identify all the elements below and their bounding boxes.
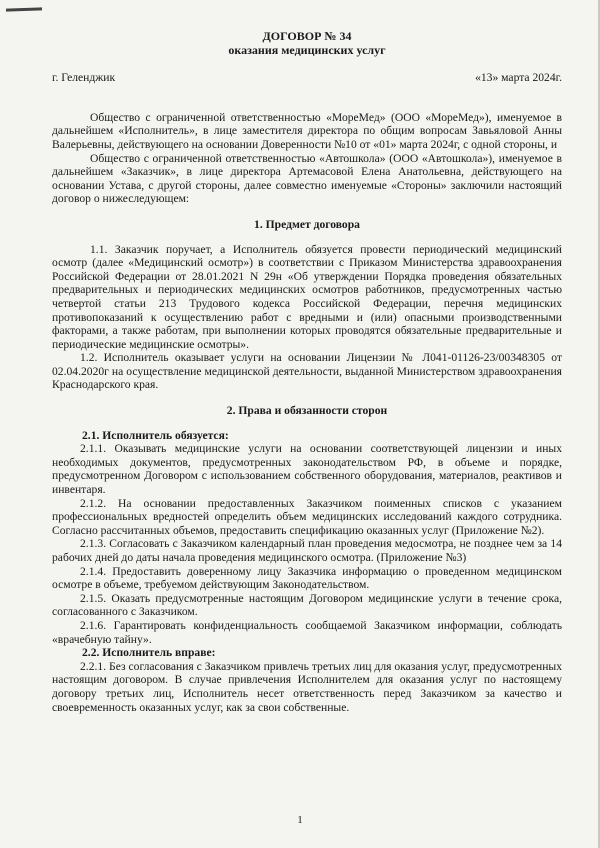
paragraph-2-1-5: 2.1.5. Оказать предусмотренные настоящим Договором медицинские услуги в течение срока, согласованного с Заказчиком.: [52, 591, 562, 619]
contract-date: «13» марта 2024г.: [475, 71, 562, 85]
subsection-2-2-heading: 2.2. Исполнитель вправе:: [82, 646, 216, 660]
section-1-heading: 1. Предмет договора: [254, 217, 360, 231]
paragraph-1-2: 1.2. Исполнитель оказывает услуги на основании Лицензии № Л041-01126-23/00348305 от 02.04.2020г на осуществление медицинской деятельности, выданной Министерством здравоохранения Краснодарского края.: [52, 351, 562, 392]
page-number: 1: [297, 814, 303, 826]
document-title: ДОГОВОР № 34: [262, 29, 352, 43]
document-subtitle: оказания медицинских услуг: [228, 42, 386, 57]
paragraph-2-1-3: 2.1.3. Согласовать с Заказчиком календарный план проведения медосмотра, не позднее чем за 14 рабочих дней до даты начала проведения медицинского осмотра. (Приложение №3): [52, 537, 562, 564]
paragraph-2-1-6: 2.1.6. Гарантировать конфиденциальность сообщаемой Заказчиком информации, соблюдать «врачебную тайну».: [52, 618, 562, 646]
paragraph-2-1-4: 2.1.4. Предоставить доверенному лицу Заказчика информацию о проведенном медицинском осмотре в объеме, требуемом действующим Законодательством.: [52, 564, 562, 592]
place-date-row: [52, 71, 562, 85]
paragraph-2-1-1: 2.1.1. Оказывать медицинские услуги на основании соответствующей лицензии и иных необходимых документов, предусмотренных законодательством РФ, в объеме и порядке, предусмотренном Договором с использованием собственного оборудования, материалов, реактивов и инвентаря.: [52, 442, 562, 497]
paragraph-1-1: 1.1. Заказчик поручает, а Исполнитель обязуется провести периодический медицинский осмотр (далее «Медицинский осмотр») в соответствии с Приказом Министерства здравоохранения Российской Федерации от 28.01.2021 N 29н «Об утверждении Порядка проведения обязательных предварительных и периодических медицинских осмотров работников, предусмотренных частью четвертой статьи 213 Трудового кодекса Российской Федерации, перечня медицинских противопоказаний к осуществлению работ с вредными и (или) опасными производственными факторами, а также работам, при выполнении которых проводятся обязательные предварительные и периодические медицинские осмотры».: [52, 242, 562, 351]
section-2-heading: 2. Права и обязанности сторон: [226, 404, 388, 418]
subsection-2-1-heading: 2.1. Исполнитель обязуется:: [82, 428, 229, 442]
paragraph-2-1-2: 2.1.2. На основании предоставленных Заказчиком поименных списков с указанием профессиональных вредностей определить объем медицинских исследований каждого сотрудника. Согласно рассчитанных объемов, предоставить спецификацию оказанных услуг (Приложение №2).: [52, 496, 562, 537]
scan-mark: [6, 7, 42, 11]
preamble-customer: Общество с ограниченной ответственностью «Автошкола» (ООО «Автошкола»), именуемое в дальнейшем «Заказчик», в лице директора Артемасовой Елена Анатольевна, действующего на основании Устава, с другой стороны, далее совместно именуемые «Стороны» заключили настоящий договор о нижеследующем:: [52, 151, 562, 206]
preamble-executor: Общество с ограниченной ответственностью «МореМед» (ООО «МореМед»), именуемое в дальнейшем «Исполнитель», в лице заместителя директора по общим вопросам Завьяловой Анны Валерьевны, действующего на основании Доверенности №10 от «01» марта 2024г, с одной стороны, и: [52, 110, 562, 151]
paragraph-2-2-1: 2.2.1. Без согласования с Заказчиком привлечь третьих лиц для оказания услуг, предусмотренных настоящим договором. В случае привлечения Исполнителем для оказания услуг по настоящему договору третьих лиц, Исполнитель несет ответственность перед Заказчиком за качество и своевременность оказанных услуг, как за свои собственные.: [52, 659, 562, 714]
city: г. Геленджик: [52, 71, 116, 85]
